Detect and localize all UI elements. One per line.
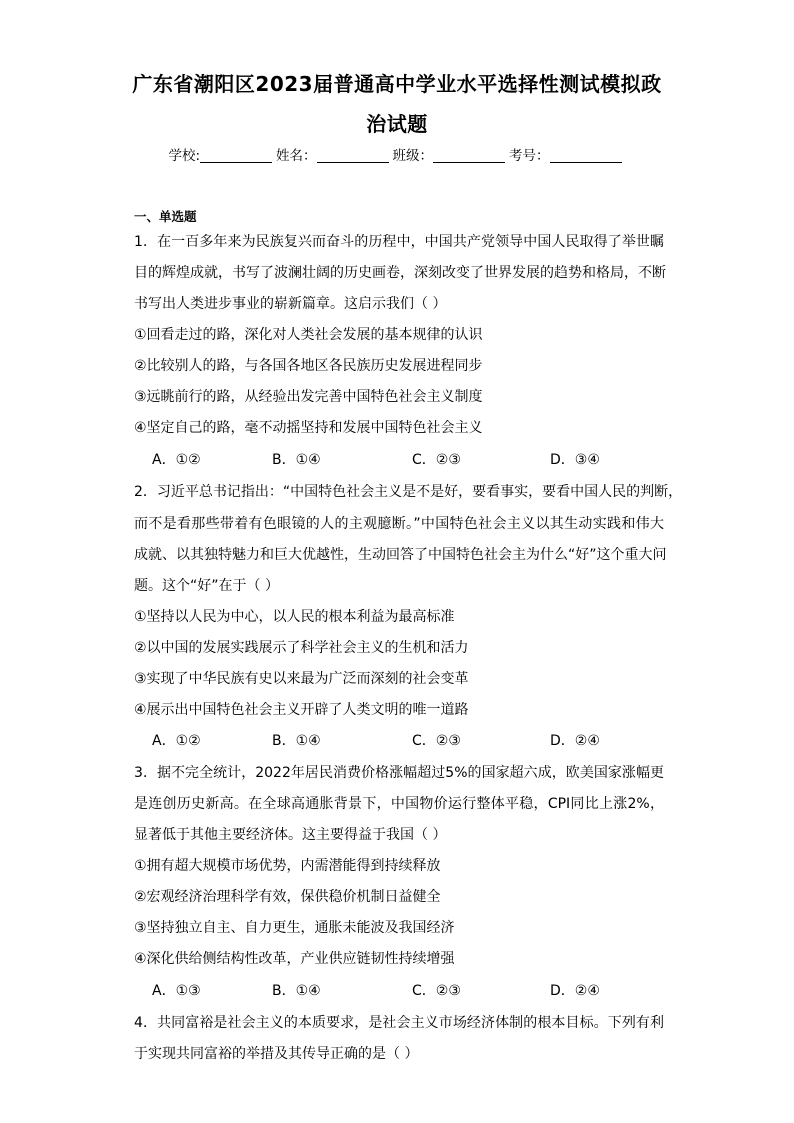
question-3-text: 是连创历史新高。在全球高通胀背景下，中国物价运行整体平稳，CPI同比上涨2%， bbox=[134, 796, 664, 812]
question-4-text: 4．共同富裕是社会主义的本质要求，是社会主义市场经济体制的根本目标。下列有利 bbox=[134, 1015, 664, 1031]
exam-no-label: 考号： bbox=[509, 148, 550, 164]
question-3-text: 显著低于其他主要经济体。这主要得益于我国（ ） bbox=[134, 827, 447, 843]
option-c[interactable]: C．②③ bbox=[412, 452, 461, 468]
option-c[interactable]: C．②③ bbox=[412, 733, 461, 749]
question-1-text: 1．在一百多年来为民族复兴而奋斗的历程中，中国共产党领导中国人民取得了举世瞩 bbox=[134, 234, 664, 250]
class-blank[interactable] bbox=[433, 148, 505, 163]
student-info-row bbox=[0, 144, 794, 164]
question-2-text: 2．习近平总书记指出：“中国特色社会主义是不是好，要看事实，要看中国人民的判断， bbox=[134, 484, 683, 500]
question-2-text: 成就、以其独特魅力和巨大优越性，生动回答了中国特色社会主为什么“好”这个重大问 bbox=[134, 547, 667, 563]
question-1-text: 目的辉煌成就，书写了波澜壮阔的历史画卷，深刻改变了世界发展的趋势和格局，不断 bbox=[134, 265, 666, 281]
option-d[interactable]: D．②④ bbox=[550, 983, 600, 999]
question-2-item: ④展示出中国特色社会主义开辟了人类文明的唯一道路 bbox=[134, 702, 469, 718]
question-2-item: ③实现了中华民族有史以来最为广泛而深刻的社会变革 bbox=[134, 671, 469, 687]
question-2-item: ②以中国的发展实践展示了科学社会主义的生机和活力 bbox=[134, 640, 469, 656]
question-1-item: ②比较别人的路，与各国各地区各民族历史发展进程同步 bbox=[134, 358, 483, 374]
question-3-item: ④深化供给侧结构性改革，产业供应链韧性持续增强 bbox=[134, 951, 455, 967]
section-heading: 一、单选题 bbox=[134, 209, 197, 224]
class-label: 班级： bbox=[392, 148, 434, 164]
question-1-item: ③远眺前行的路，从经验出发完善中国特色社会主义制度 bbox=[134, 389, 483, 405]
page-title-continued: 治试题 bbox=[366, 112, 428, 136]
school-label: 学校: bbox=[168, 148, 201, 164]
question-3-item: ①拥有超大规模市场优势，内需潜能得到持续释放 bbox=[134, 858, 441, 874]
exam-no-blank[interactable] bbox=[550, 148, 622, 163]
school-blank[interactable] bbox=[200, 148, 272, 163]
question-1-text: 书写出人类进步事业的崭新篇章。这启示我们（ ） bbox=[134, 296, 447, 312]
question-1-options bbox=[134, 450, 664, 470]
option-d[interactable]: D．②④ bbox=[550, 733, 600, 749]
option-d[interactable]: D．③④ bbox=[550, 452, 600, 468]
name-label: 姓名： bbox=[276, 148, 317, 164]
question-2-text: 而不是看那些带着有色眼镜的人的主观臆断。”中国特色社会主义以其生动实践和伟大 bbox=[134, 516, 664, 532]
option-c[interactable]: C．②③ bbox=[412, 983, 461, 999]
question-2-options bbox=[134, 731, 664, 751]
option-a[interactable]: A．①② bbox=[152, 733, 201, 749]
question-3-item: ③坚持独立自主、自力更生，通胀未能波及我国经济 bbox=[134, 920, 455, 936]
question-3-item: ②宏观经济治理科学有效，保供稳价机制日益健全 bbox=[134, 889, 441, 905]
question-4-text: 于实现共同富裕的举措及其传导正确的是（ ） bbox=[134, 1046, 419, 1062]
question-3-options bbox=[134, 981, 664, 1001]
option-a[interactable]: A．①③ bbox=[152, 983, 201, 999]
page-title: 广东省潮阳区2023届普通高中学业水平选择性测试模拟政 bbox=[132, 72, 662, 96]
question-2-item: ①坚持以人民为中心，以人民的根本利益为最高标准 bbox=[134, 609, 455, 625]
option-b[interactable]: B．①④ bbox=[272, 733, 321, 749]
option-b[interactable]: B．①④ bbox=[272, 452, 321, 468]
question-1-item: ①回看走过的路，深化对人类社会发展的基本规律的认识 bbox=[134, 327, 483, 343]
question-3-text: 3．据不完全统计，2022年居民消费价格涨幅超过5%的国家超六成，欧美国家涨幅更 bbox=[134, 765, 664, 781]
option-b[interactable]: B．①④ bbox=[272, 983, 321, 999]
option-a[interactable]: A．①② bbox=[152, 452, 201, 468]
question-2-text: 题。这个“好”在于（ ） bbox=[134, 578, 279, 594]
name-blank[interactable] bbox=[317, 148, 389, 163]
question-1-item: ④坚定自己的路，毫不动摇坚持和发展中国特色社会主义 bbox=[134, 420, 483, 436]
